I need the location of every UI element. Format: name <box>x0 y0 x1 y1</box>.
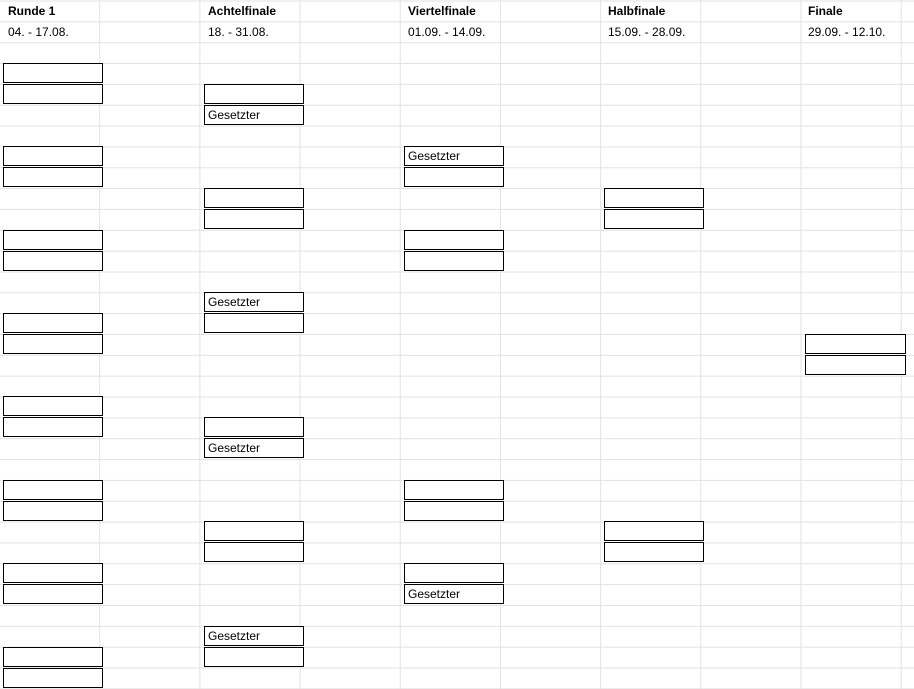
r2-m5-slot-b[interactable] <box>204 542 304 562</box>
r3-m1-slot-a[interactable]: Gesetzter <box>404 146 504 166</box>
r1-m4-slot-b[interactable] <box>3 334 103 354</box>
header-runde-1: Runde 1 <box>8 4 56 18</box>
r2-m3-slot-a[interactable]: Gesetzter <box>204 292 304 312</box>
r1-m2-slot-a[interactable] <box>3 146 103 166</box>
r2-m4-slot-a[interactable] <box>204 417 304 437</box>
r1-m3-slot-b[interactable] <box>3 251 103 271</box>
final-slot-a[interactable] <box>805 334 906 354</box>
r2-m4-slot-b[interactable]: Gesetzter <box>204 438 304 458</box>
r1-m3-slot-a[interactable] <box>3 230 103 250</box>
r2-m6-slot-a[interactable]: Gesetzter <box>204 626 304 646</box>
r3-m4-slot-a[interactable] <box>404 563 504 583</box>
dates-halbfinale: 15.09. - 28.09. <box>608 25 686 39</box>
r3-m2-slot-a[interactable] <box>404 230 504 250</box>
r2-m6-slot-b[interactable] <box>204 647 304 667</box>
r1-m7-slot-a[interactable] <box>3 563 103 583</box>
r4-m2-slot-b[interactable] <box>604 542 704 562</box>
r1-m5-slot-b[interactable] <box>3 417 103 437</box>
r2-m2-slot-a[interactable] <box>204 188 304 208</box>
header-halbfinale: Halbfinale <box>608 4 666 18</box>
r1-m6-slot-a[interactable] <box>3 480 103 500</box>
r2-m2-slot-b[interactable] <box>204 209 304 229</box>
r2-m3-slot-b[interactable] <box>204 313 304 333</box>
r3-m3-slot-a[interactable] <box>404 480 504 500</box>
r1-m4-slot-a[interactable] <box>3 313 103 333</box>
dates-viertelfinale: 01.09. - 14.09. <box>408 25 486 39</box>
r1-m1-slot-b[interactable] <box>3 84 103 104</box>
r2-m5-slot-a[interactable] <box>204 521 304 541</box>
r3-m4-slot-b[interactable]: Gesetzter <box>404 584 504 604</box>
r4-m2-slot-a[interactable] <box>604 521 704 541</box>
r2-m1-slot-b[interactable]: Gesetzter <box>204 105 304 125</box>
r3-m2-slot-b[interactable] <box>404 251 504 271</box>
header-achtelfinale: Achtelfinale <box>208 4 277 18</box>
r3-m3-slot-b[interactable] <box>404 501 504 521</box>
r1-m2-slot-b[interactable] <box>3 167 103 187</box>
r4-m1-slot-a[interactable] <box>604 188 704 208</box>
dates-finale: 29.09. - 12.10. <box>808 25 886 39</box>
r1-m5-slot-a[interactable] <box>3 396 103 416</box>
dates-runde-1: 04. - 17.08. <box>8 25 69 39</box>
r3-m1-slot-b[interactable] <box>404 167 504 187</box>
header-viertelfinale: Viertelfinale <box>408 4 476 18</box>
r1-m8-slot-a[interactable] <box>3 647 103 667</box>
r1-m8-slot-b[interactable] <box>3 668 103 688</box>
r1-m7-slot-b[interactable] <box>3 584 103 604</box>
r1-m1-slot-a[interactable] <box>3 63 103 83</box>
dates-achtelfinale: 18. - 31.08. <box>208 25 269 39</box>
r4-m1-slot-b[interactable] <box>604 209 704 229</box>
header-finale: Finale <box>808 4 843 18</box>
r2-m1-slot-a[interactable] <box>204 84 304 104</box>
r1-m6-slot-b[interactable] <box>3 501 103 521</box>
final-slot-b[interactable] <box>805 355 906 375</box>
